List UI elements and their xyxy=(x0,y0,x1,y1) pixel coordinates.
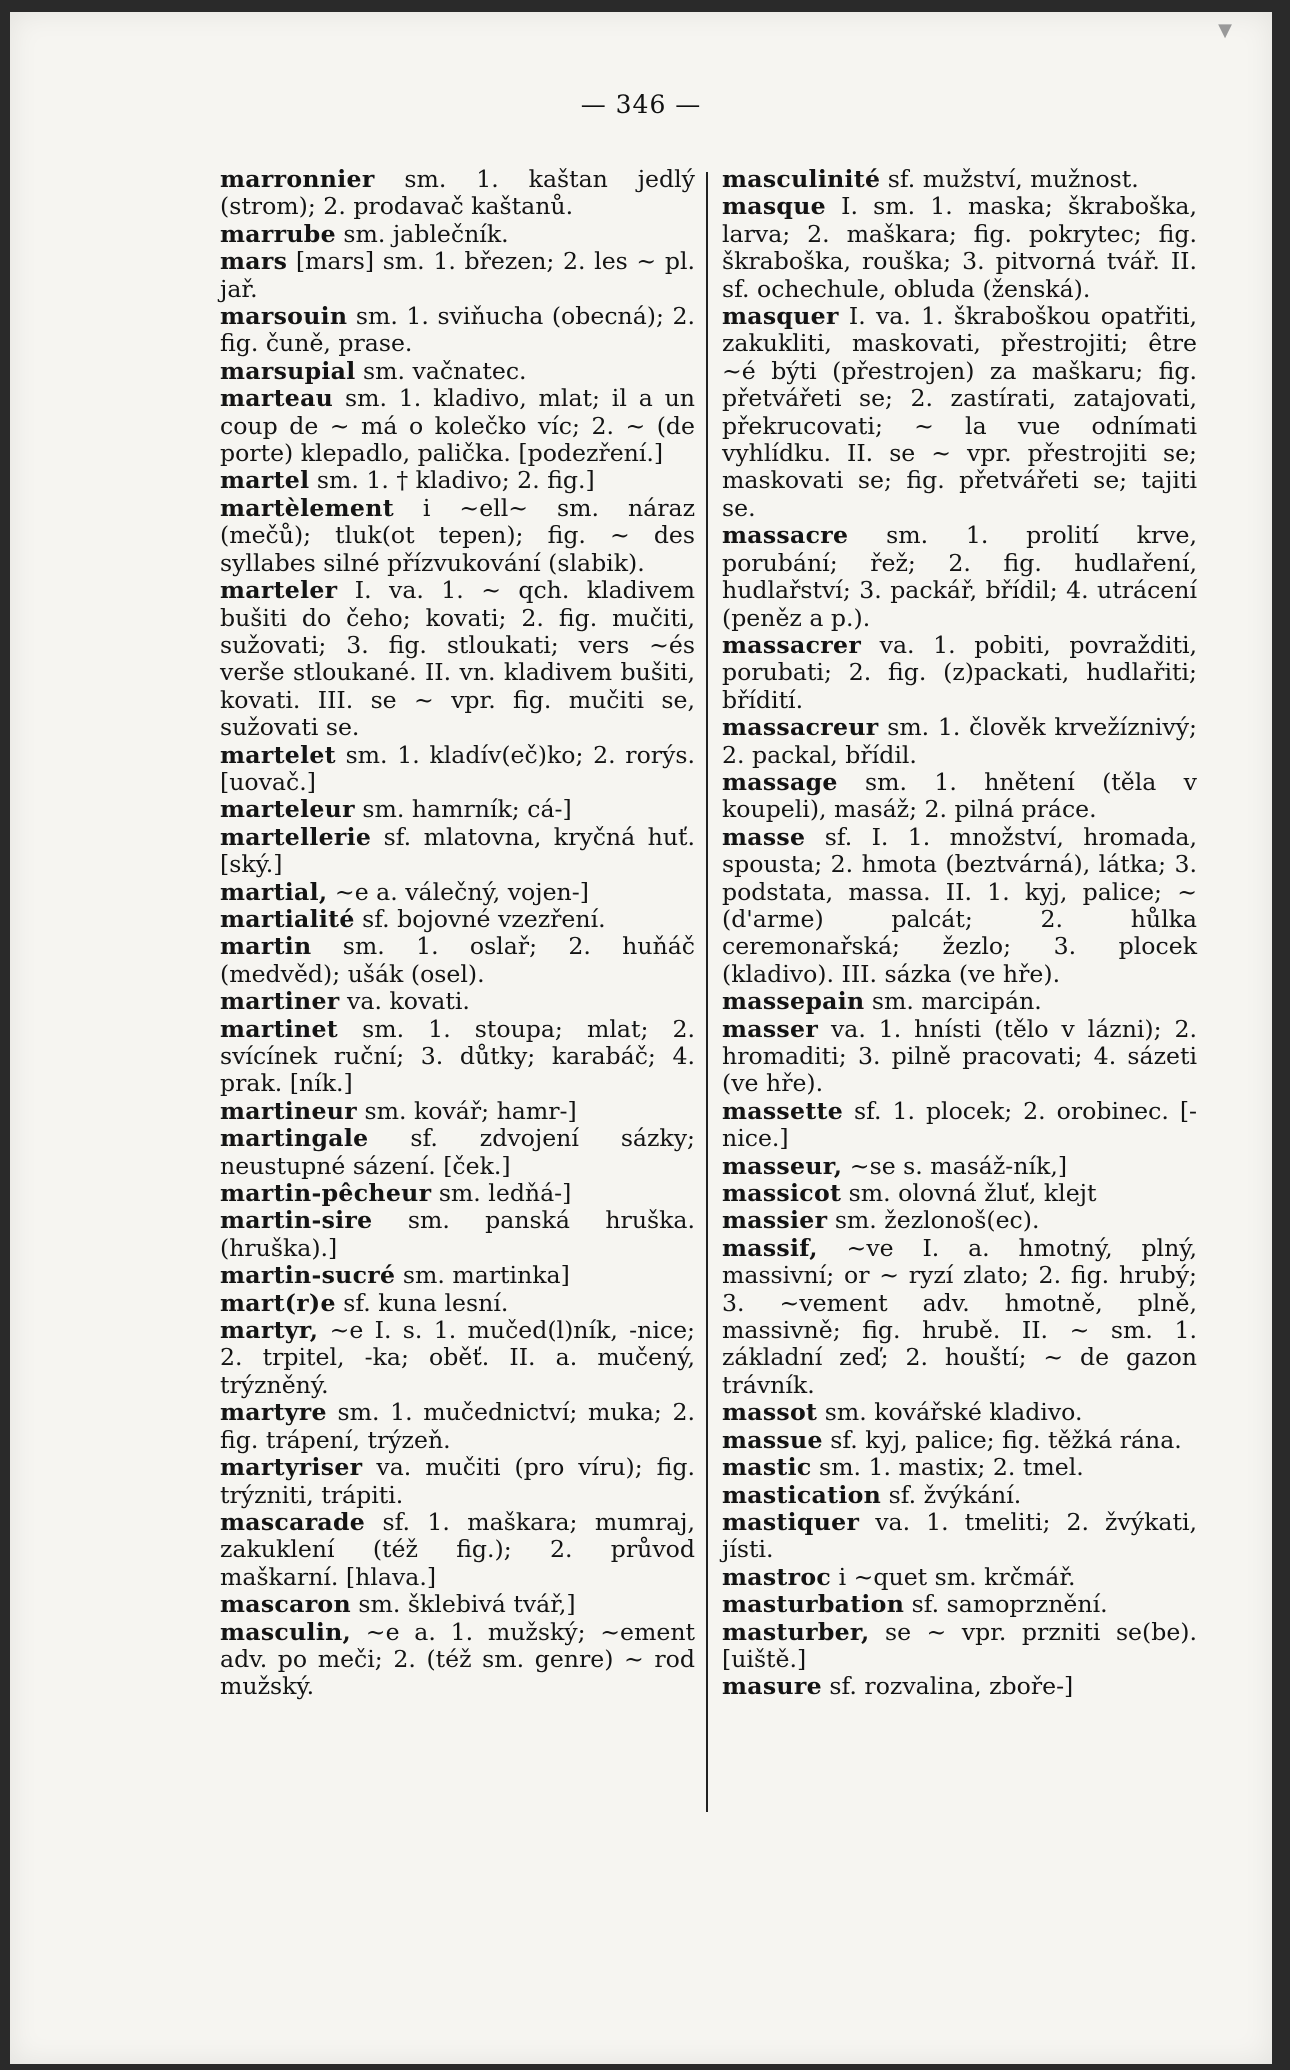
definition: sm. kovář; hamr-] xyxy=(357,1096,577,1125)
definition: sm. marcipán. xyxy=(864,987,1042,1016)
headword: massage xyxy=(722,767,838,796)
definition: sm. 1. člověk krvežíznivý; 2. packal, břídil. xyxy=(722,713,1197,769)
headword: martialité xyxy=(220,904,355,933)
dictionary-entry xyxy=(220,1016,695,1098)
dictionary-entry xyxy=(722,632,1197,714)
headword: martinet xyxy=(220,1014,339,1043)
dictionary-entry xyxy=(722,193,1197,303)
dictionary-entry xyxy=(220,1317,695,1399)
dictionary-entry xyxy=(220,879,695,906)
definition: i ~ell~ sm. náraz (mečů); tluk(ot tepen); fig. ~ des syllabes silné přízvukování (slabik). xyxy=(220,493,695,577)
headword: marteau xyxy=(220,384,334,413)
definition: sm. šklebivá tvář,] xyxy=(350,1590,576,1619)
dictionary-entry xyxy=(722,1564,1197,1591)
headword: martelet xyxy=(220,740,336,769)
headword: marronnier xyxy=(220,165,375,193)
definition: se ~ vpr. przniti se(be). [uiště.] xyxy=(722,1617,1197,1673)
definition: ~e a. válečný, vojen-] xyxy=(327,877,589,906)
headword: marrube xyxy=(220,219,336,248)
dictionary-entry xyxy=(722,166,1197,193)
definition: sf. 1. maškara; mumraj, zakuklení (též fig.); 2. průvod maškarní. [hlava.] xyxy=(220,1507,695,1591)
headword: masse xyxy=(722,822,806,851)
column-divider xyxy=(706,172,708,1812)
dictionary-entry xyxy=(722,1235,1197,1399)
headword: massue xyxy=(722,1425,823,1454)
dictionary-entry xyxy=(722,988,1197,1015)
dictionary-entry xyxy=(722,1016,1197,1098)
definition: sf. I. 1. množství, hromada, spousta; 2. hmota (beztvárná), látka; 3. podstata, massa. II. 1. kyj, palice; ~ (d'arme) palcát; 2. hůlka ceremonařská; žezlo; 3. plocek (kladivo). III. sázka (ve hře). xyxy=(722,822,1197,988)
definition: sf. bojovné vzezření. xyxy=(354,904,606,933)
definition: sm. 1. mučednictví; muka; 2. fig. trápení, trýzeň. xyxy=(220,1398,695,1454)
dictionary-page xyxy=(10,12,1272,2064)
dictionary-entry xyxy=(220,1290,695,1317)
headword: mascaron xyxy=(220,1590,351,1619)
headword: martin-sucré xyxy=(220,1261,396,1290)
edge-mark: ▼ xyxy=(1218,20,1232,41)
definition: sf. rozvalina, zboře-] xyxy=(821,1672,1074,1701)
definition: sf. žvýkání. xyxy=(881,1480,1022,1509)
headword: martyr, xyxy=(220,1316,319,1345)
definition: sm. jablečník. xyxy=(335,219,509,248)
definition: sf. mlatovna, kryčná huť. [ský.] xyxy=(220,822,695,879)
right-column xyxy=(722,166,1197,1701)
dictionary-entry xyxy=(722,303,1197,522)
definition: sm. 1. mastix; 2. tmel. xyxy=(811,1453,1084,1482)
definition: sm. olovná žluť, klejt xyxy=(841,1179,1097,1208)
dictionary-entry xyxy=(722,1509,1197,1564)
dictionary-entry xyxy=(220,495,695,577)
headword: marteleur xyxy=(220,795,355,824)
dictionary-entry xyxy=(722,714,1197,769)
definition: va. 1. hnísti (tělo v lázni); 2. hromaditi; 3. pilně pracovati; 4. sázeti (ve hře). xyxy=(722,1014,1197,1098)
headword: massacre xyxy=(722,521,849,550)
dictionary-entry xyxy=(722,522,1197,632)
dictionary-entry xyxy=(220,385,695,467)
headword: masseur, xyxy=(722,1151,843,1180)
headword: masturber, xyxy=(722,1617,870,1646)
headword: mastic xyxy=(722,1453,812,1482)
definition: sm. ledňá-] xyxy=(431,1179,572,1208)
dictionary-entry xyxy=(220,1509,695,1591)
headword: mars xyxy=(220,247,288,276)
dictionary-entry xyxy=(220,1591,695,1618)
headword: massacreur xyxy=(722,713,879,742)
dictionary-entry xyxy=(722,1591,1197,1618)
headword: marsouin xyxy=(220,302,348,331)
definition: ~ve I. a. hmotný, plný, massivní; or ~ ryzí zlato; 2. fig. hrubý; 3. ~vement adv. hmotně, plně, massivně; fig. hrubě. II. ~ sm. 1. základní zeď; 2. houští; ~ de gazon trávník. xyxy=(722,1233,1197,1399)
headword: mascarade xyxy=(220,1507,366,1536)
headword: massot xyxy=(722,1398,818,1427)
dictionary-entry xyxy=(722,1207,1197,1234)
headword: mart(r)e xyxy=(220,1288,336,1317)
definition: va. 1. tmeliti; 2. žvýkati, jísti. xyxy=(722,1507,1197,1564)
left-column xyxy=(220,166,695,1701)
definition: i ~quet sm. krčmář. xyxy=(831,1562,1076,1591)
dictionary-entry xyxy=(220,796,695,823)
headword: masure xyxy=(722,1672,822,1701)
headword: massier xyxy=(722,1206,828,1235)
headword: massicot xyxy=(722,1179,842,1208)
dictionary-entry xyxy=(220,166,695,221)
headword: marteler xyxy=(220,576,338,605)
definition: sm. 1. sviňucha (obecná); 2. fig. čuně, prase. xyxy=(220,302,695,358)
definition: I. va. 1. škraboškou opatřiti, zakukliti, maskovati, přestrojiti; être ~é býti (přestrojen) za maškaru; fig. přetvářeti se; 2. zastírati, zatajovati, překrucovati; ~ la vue odnímati vyhlídku. II. se ~ vpr. přestrojiti se; maskovati se; fig. přetvářeti se; tajiti se. xyxy=(722,302,1197,522)
headword: mastiquer xyxy=(722,1507,860,1536)
definition: sm. 1. hnětení (těla v koupeli), masáž; 2. pilná práce. xyxy=(722,767,1197,824)
headword: mastication xyxy=(722,1480,882,1509)
dictionary-entry xyxy=(220,577,695,741)
headword: mastroc xyxy=(722,1562,832,1591)
dictionary-entry xyxy=(220,1098,695,1125)
headword: massepain xyxy=(722,987,865,1016)
dictionary-entry xyxy=(220,906,695,933)
dictionary-entry xyxy=(220,1262,695,1289)
dictionary-entry xyxy=(220,824,695,879)
dictionary-entry xyxy=(722,1399,1197,1426)
headword: martineur xyxy=(220,1096,357,1125)
definition: sm. kovářské kladivo. xyxy=(817,1398,1083,1427)
headword: martyriser xyxy=(220,1453,363,1482)
definition: sf. kuna lesní. xyxy=(335,1288,509,1317)
dictionary-entry xyxy=(722,1482,1197,1509)
headword: masculin, xyxy=(220,1617,352,1646)
dictionary-entry xyxy=(220,221,695,248)
definition: sm. žezlonoš(ec). xyxy=(827,1206,1040,1235)
definition: sm. 1. kladív(eč)ko; 2. rorýs. [uovač.] xyxy=(220,740,695,796)
definition: ~e a. 1. mužský; ~ement adv. po meči; 2. (též sm. genre) ~ rod mužský. xyxy=(220,1617,695,1701)
definition: sm. 1. stoupa; mlat; 2. svícínek ruční; 3. důtky; karabáč; 4. prak. [ník.] xyxy=(220,1014,695,1098)
definition: ~se s. masáž-ník,] xyxy=(842,1151,1068,1180)
dictionary-entry xyxy=(220,988,695,1015)
definition: sm. 1. † kladivo; 2. fig.] xyxy=(309,466,595,495)
headword: martin-pêcheur xyxy=(220,1179,432,1208)
page-number: — 346 — xyxy=(580,90,702,119)
headword: martèlement xyxy=(220,493,394,522)
headword: masque xyxy=(722,192,826,221)
headword: martingale xyxy=(220,1124,369,1153)
dictionary-entry xyxy=(722,1427,1197,1454)
definition: sm. martinka] xyxy=(395,1261,570,1290)
headword: masturbation xyxy=(722,1590,905,1619)
definition: sm. 1. kaštan jedlý (strom); 2. prodavač kaštanů. xyxy=(220,165,695,221)
dictionary-entry xyxy=(220,1180,695,1207)
headword: marsupial xyxy=(220,356,356,385)
headword: massacrer xyxy=(722,630,862,659)
definition: sm. panská hruška. (hruška).] xyxy=(220,1206,695,1262)
dictionary-entry xyxy=(220,467,695,494)
headword: martel xyxy=(220,466,310,495)
headword: martin-sire xyxy=(220,1206,373,1235)
dictionary-entry xyxy=(722,824,1197,988)
headword: martial, xyxy=(220,877,328,906)
dictionary-entry xyxy=(220,1207,695,1262)
dictionary-entry xyxy=(220,933,695,988)
definition: va. mučiti (pro víru); fig. trýzniti, trápiti. xyxy=(220,1453,695,1509)
dictionary-entry xyxy=(220,1399,695,1454)
headword: masser xyxy=(722,1014,819,1043)
headword: masquer xyxy=(722,302,839,331)
dictionary-entry xyxy=(722,1673,1197,1700)
dictionary-entry xyxy=(220,1454,695,1509)
definition: va. 1. pobiti, povražditi, porubati; 2. fig. (z)packati, hudlařiti; břídití. xyxy=(722,630,1197,714)
dictionary-entry xyxy=(220,1125,695,1180)
definition: sm. vačnatec. xyxy=(355,356,527,385)
headword: martellerie xyxy=(220,822,372,851)
dictionary-entry xyxy=(220,303,695,358)
definition: sf. zdvojení sázky; neustupné sázení. [ček.] xyxy=(220,1124,695,1180)
dictionary-entry xyxy=(722,1180,1197,1207)
definition: sm. 1. prolití krve, porubání; řež; 2. fig. hudlaření, hudlařství; 3. packář, břídil; 4. utrácení (peněz a p.). xyxy=(722,521,1197,632)
dictionary-entry xyxy=(220,1619,695,1701)
definition: [mars] sm. 1. březen; 2. les ~ pl. jař. xyxy=(220,247,695,303)
definition: ~e I. s. 1. mučed(l)ník, -nice; 2. trpitel, -ka; oběť. II. a. mučený, trýzněný. xyxy=(220,1316,695,1399)
headword: massif, xyxy=(722,1233,818,1262)
headword: martin xyxy=(220,932,312,961)
definition: sf. samoprznění. xyxy=(904,1590,1108,1619)
dictionary-entry xyxy=(722,1454,1197,1481)
headword: martyre xyxy=(220,1398,327,1427)
dictionary-entry xyxy=(220,248,695,303)
definition: sm. 1. oslař; 2. huňáč (medvěd); ušák (osel). xyxy=(220,932,695,988)
definition: sf. mužství, mužnost. xyxy=(880,165,1139,193)
definition: va. kovati. xyxy=(339,987,470,1016)
dictionary-entry xyxy=(722,1098,1197,1153)
headword: masculinité xyxy=(722,165,881,193)
dictionary-entry xyxy=(220,742,695,797)
definition: I. va. 1. ~ qch. kladivem bušiti do čeho; kovati; 2. fig. mučiti, sužovati; 3. fig. stloukati; vers ~és verše stloukané. II. vn. kladivem bušiti, kovati. III. se ~ vpr. fig. mučiti se, sužovati se. xyxy=(220,576,695,742)
dictionary-entry xyxy=(722,1619,1197,1674)
definition: sf. kyj, palice; fig. těžká rána. xyxy=(822,1425,1182,1454)
headword: massette xyxy=(722,1096,844,1125)
definition: sm. 1. kladivo, mlat; il a un coup de ~ má o kolečko víc; 2. ~ (de porte) klepadlo, palička. [podezření.] xyxy=(220,384,695,468)
dictionary-entry xyxy=(722,769,1197,824)
dictionary-entry xyxy=(722,1153,1197,1180)
definition: I. sm. 1. maska; škraboška, larva; 2. maškara; fig. pokrytec; fig. škraboška, rouška; 3. pitvorná tvář. II. sf. ochechule, obluda (ženská). xyxy=(722,192,1197,303)
definition: sm. hamrník; cá-] xyxy=(354,795,572,824)
definition: sf. 1. plocek; 2. orobinec. [-nice.] xyxy=(722,1096,1197,1153)
headword: martiner xyxy=(220,987,340,1016)
dictionary-entry xyxy=(220,358,695,385)
